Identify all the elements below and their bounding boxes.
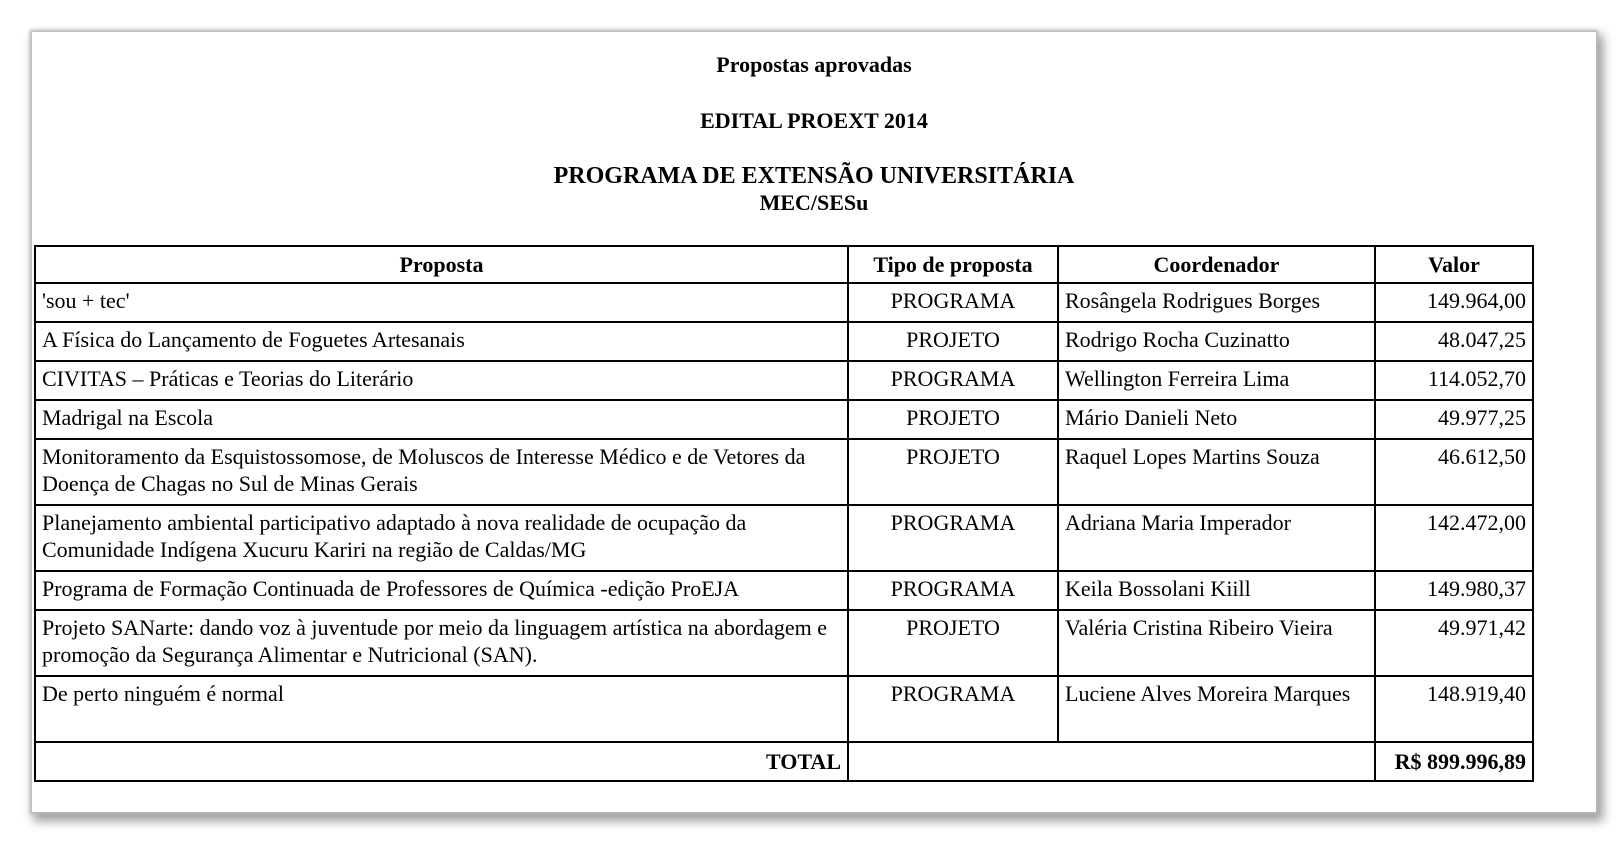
column-header-valor: Valor — [1375, 246, 1533, 283]
cell-tipo: PROJETO — [848, 400, 1058, 439]
cell-valor: 149.964,00 — [1375, 283, 1533, 322]
table-row — [35, 322, 1533, 361]
document-page — [32, 32, 1596, 812]
cell-valor: 48.047,25 — [1375, 322, 1533, 361]
cell-valor: 46.612,50 — [1375, 439, 1533, 505]
table-row — [35, 571, 1533, 610]
cell-coordenador: Luciene Alves Moreira Marques — [1058, 676, 1375, 742]
table-row — [35, 505, 1533, 571]
table-row — [35, 439, 1533, 505]
cell-proposta: Planejamento ambiental participativo adaptado à nova realidade de ocupação da Comunidade Indígena Xucuru Kariri na região de Caldas/MG — [35, 505, 848, 571]
cell-tipo: PROGRAMA — [848, 676, 1058, 742]
cell-tipo: PROJETO — [848, 439, 1058, 505]
proposals-table — [34, 245, 1534, 782]
cell-valor: 142.472,00 — [1375, 505, 1533, 571]
cell-coordenador: Keila Bossolani Kiill — [1058, 571, 1375, 610]
total-value: R$ 899.996,89 — [1375, 742, 1533, 781]
table-row — [35, 361, 1533, 400]
cell-valor: 148.919,40 — [1375, 676, 1533, 742]
cell-coordenador: Mário Danieli Neto — [1058, 400, 1375, 439]
cell-proposta: Programa de Formação Continuada de Professores de Química -edição ProEJA — [35, 571, 848, 610]
cell-coordenador: Rodrigo Rocha Cuzinatto — [1058, 322, 1375, 361]
cell-coordenador: Raquel Lopes Martins Souza — [1058, 439, 1375, 505]
cell-proposta: Projeto SANarte: dando voz à juventude por meio da linguagem artística na abordagem e promoção da Segurança Alimentar e Nutricional (SAN). — [35, 610, 848, 676]
cell-proposta: Madrigal na Escola — [35, 400, 848, 439]
table-row — [35, 676, 1533, 742]
cell-tipo: PROGRAMA — [848, 361, 1058, 400]
table-row — [35, 283, 1533, 322]
cell-tipo: PROJETO — [848, 610, 1058, 676]
total-empty-cell — [848, 742, 1375, 781]
table-row — [35, 400, 1533, 439]
cell-proposta: Monitoramento da Esquistossomose, de Moluscos de Interesse Médico e de Vetores da Doença de Chagas no Sul de Minas Gerais — [35, 439, 848, 505]
table-row — [35, 610, 1533, 676]
cell-proposta: A Física do Lançamento de Foguetes Artesanais — [35, 322, 848, 361]
cell-tipo: PROGRAMA — [848, 571, 1058, 610]
table-header-row — [35, 246, 1533, 283]
heading-programa: PROGRAMA DE EXTENSÃO UNIVERSITÁRIA — [553, 163, 1075, 189]
cell-proposta: De perto ninguém é normal — [35, 676, 848, 742]
cell-coordenador: Rosângela Rodrigues Borges — [1058, 283, 1375, 322]
cell-valor: 149.980,37 — [1375, 571, 1533, 610]
cell-coordenador: Wellington Ferreira Lima — [1058, 361, 1375, 400]
cell-proposta: CIVITAS – Práticas e Teorias do Literário — [35, 361, 848, 400]
heading-mec-sesu: MEC/SESu — [759, 190, 869, 215]
cell-coordenador: Adriana Maria Imperador — [1058, 505, 1375, 571]
total-label: TOTAL — [35, 742, 848, 781]
cell-valor: 114.052,70 — [1375, 361, 1533, 400]
cell-tipo: PROGRAMA — [848, 505, 1058, 571]
column-header-proposta: Proposta — [35, 246, 848, 283]
cell-proposta: 'sou + tec' — [35, 283, 848, 322]
heading-propostas-aprovadas: Propostas aprovadas — [716, 52, 912, 77]
cell-coordenador: Valéria Cristina Ribeiro Vieira — [1058, 610, 1375, 676]
heading-edital: EDITAL PROEXT 2014 — [700, 108, 928, 133]
cell-tipo: PROJETO — [848, 322, 1058, 361]
cell-valor: 49.977,25 — [1375, 400, 1533, 439]
cell-valor: 49.971,42 — [1375, 610, 1533, 676]
column-header-tipo: Tipo de proposta — [848, 246, 1058, 283]
cell-tipo: PROGRAMA — [848, 283, 1058, 322]
column-header-coordenador: Coordenador — [1058, 246, 1375, 283]
total-row — [35, 742, 1533, 781]
